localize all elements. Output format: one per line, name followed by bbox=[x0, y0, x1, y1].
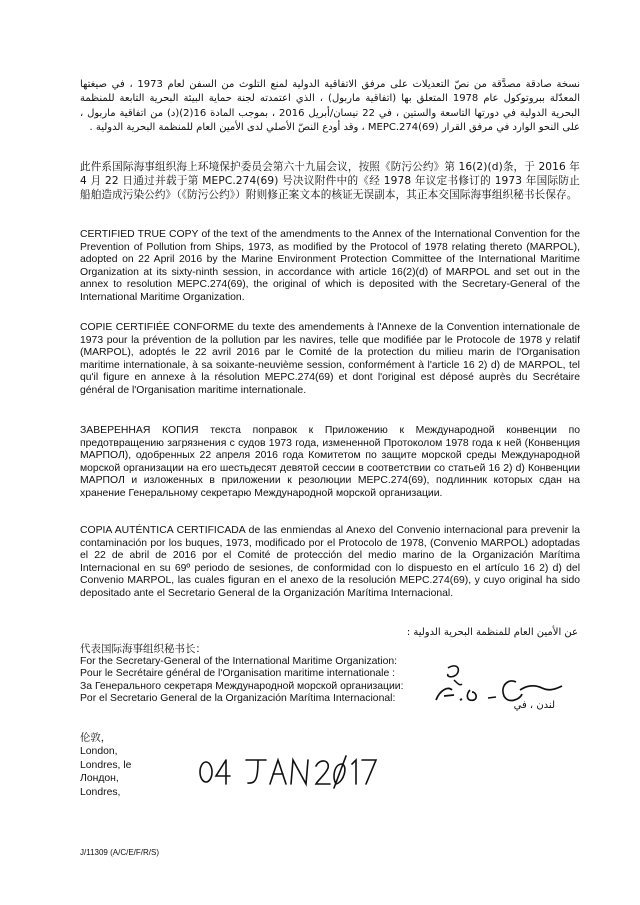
arabic-certification-paragraph: نسخة صادقة مصدَّقة من نصّ التعديلات على مرفق الاتفاقية الدولية لمنع التلوث من السفن لعام 1973 ، في صيغتها المعدّلة ببروتوكول عام 1978 المتعلق بها (اتفاقية ماربول) ، الذي اعتمدته لجنة حماية البيئة البحرية التابعة للمنظمة البحرية الدولية في دورتها التاسعة والستين ، في 22 نيسان/أبريل 2016 ، بموجب المادة 16(2)(د) من اتفاقية ماربول ، على النحو الوارد في مرفق القرار MEPC.274(69) ، وقد أودع النصّ الأصلي لدى الأمين العام للمنظمة البحرية الدولية . bbox=[80, 79, 581, 133]
handwritten-date-stamp bbox=[196, 750, 386, 795]
place-french: Londres, le bbox=[80, 759, 132, 771]
signature-line-french: Pour le Secrétaire général de l'Organisation maritime internationale : bbox=[80, 668, 396, 680]
english-lead: CERTIFIED TRUE COPY bbox=[80, 229, 199, 240]
signature-line-arabic: عن الأمين العام للمنظمة البحرية الدولية : bbox=[406, 627, 578, 638]
russian-lead: ЗАВЕРЕННАЯ КОПИЯ bbox=[80, 425, 199, 436]
place-chinese: 伦敦， bbox=[80, 732, 112, 744]
place-english: London, bbox=[80, 746, 118, 758]
english-certification-paragraph bbox=[80, 229, 580, 305]
french-certification-paragraph bbox=[80, 322, 580, 398]
place-spanish: Londres, bbox=[80, 786, 121, 798]
french-body: du texte des amendements à l'Annexe de la Convention internationale de 1973 pour la prévention de la pollution par les navires, telle que modifiée par le Protocole de 1978 y relatif (MARPOL), adoptés le 22 avril 2016 par le Comité de la protection du milieu marin de l'Organisation maritime internationale, à sa soixante-neuvième session, conformément à l'article 16 2) d) de MARPOL, tel qu'il figure en annexe à la résolution MEPC.274(69) et dont l'original est déposé auprès du Secrétaire général de l'Organisation maritime internationale. bbox=[80, 322, 580, 396]
chinese-certification-paragraph: 此件系国际海事组织海上环境保护委员会第六十九届会议，按照《防污公约》第 16(2)(d)条，于 2016 年 4 月 22 日通过并载于第 MEPC.274(69) 号决议附件中的《经 1978 年议定书修订的 1973 年国际防止船舶造成污染公约》（《防污公约》）附则修正案文本的核证无误副本，其正本交国际海事组织秘书长保存。 bbox=[80, 161, 580, 201]
spanish-lead: COPIA AUTÉNTICA CERTIFICADA bbox=[80, 525, 246, 536]
signature-block bbox=[80, 643, 404, 705]
english-body: of the text of the amendments to the Annex of the International Convention for the Prevention of Pollution from Ships, 1973, as modified by the Protocol of 1978 relating thereto (MARPOL), adopted on 22 April 2016 by the Marine Environment Protection Committee of the International Maritime Organization at its sixty-ninth session, in accordance with article 16(2)(d) of MARPOL and set out in the annex to resolution MEPC.274(69), the original of which is deposited with the Secretary-General of the International Maritime Organization. bbox=[80, 229, 580, 303]
place-arabic: لندن ، في bbox=[513, 700, 555, 711]
russian-certification-paragraph bbox=[80, 425, 580, 501]
place-russian: Лондон, bbox=[80, 773, 119, 785]
handwritten-signature bbox=[430, 650, 580, 720]
document-reference: J/11309 (A/C/E/F/R/S) bbox=[80, 848, 159, 857]
french-lead: COPIE CERTIFIÉE CONFORME bbox=[80, 322, 234, 333]
spanish-certification-paragraph bbox=[80, 525, 580, 601]
place-block bbox=[80, 732, 131, 799]
handwritten-date bbox=[196, 750, 386, 790]
signature-line-russian: За Генерального секретаря Международной морской организации: bbox=[80, 680, 404, 692]
spanish-body: de las enmiendas al Anexo del Convenio internacional para prevenir la contaminación por los buques, 1973, modificado por el Protocolo de 1978, (Convenio MARPOL) adoptadas el 22 de abril de 2016 por el Comité de protección del medio marino de la Organización Marítima Internacional en su 69º periodo de sesiones, de conformidad con lo dispuesto en el artículo 16 2) d) del Convenio MARPOL, las cuales figuran en el anexo de la resolución MEPC.274(69), y cuyo original ha sido depositado ante el Secretario General de la Organización Marítima Internacional. bbox=[80, 525, 580, 599]
signature-line-english: For the Secretary-General of the International Maritime Organization: bbox=[80, 656, 398, 668]
signature-line-chinese: 代表国际海事组织秘书长： bbox=[80, 643, 206, 655]
signature-line-spanish: Por el Secretario General de la Organización Marítima Internacional: bbox=[80, 692, 396, 704]
russian-body: текста поправок к Приложению к Международной конвенции по предотвращению загрязнения с судов 1973 года, измененной Протоколом 1978 года к ней (Конвенция МАРПОЛ), одобренных 22 апреля 2016 года Комитетом по защите морской среды Международной морской организации на его шестьдесят девятой сессии в соответствии со статьей 16 2) d) Конвенции МАРПОЛ и изложенных в приложении к резолюции MEPC.274(69), подлинник которых сдан на хранение Генеральному секретарю Международной морской организации. bbox=[80, 425, 580, 499]
